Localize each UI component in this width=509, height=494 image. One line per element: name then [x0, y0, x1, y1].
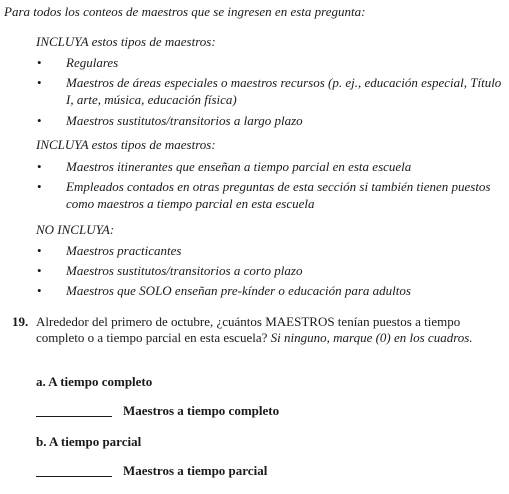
question-text [36, 314, 504, 346]
include-list-1 [36, 54, 506, 129]
include-heading-1: INCLUYA estos tipos de maestros: [36, 34, 216, 49]
include-group-1 [36, 33, 506, 129]
question-stem: Alrededor del primero de octubre, ¿cuántos MAESTROS tenían puestos a tiempo completo o a tiempo parcial en esta escuela? [36, 314, 461, 345]
exclude-heading: NO INCLUYA: [36, 222, 115, 237]
list-item: • Maestros sustitutos/transitorios a corto plazo [37, 263, 303, 278]
include-group-2 [36, 136, 506, 212]
list-item: • Maestros sustitutos/transitorios a largo plazo [37, 113, 303, 128]
full-time-answer-field[interactable] [36, 416, 112, 417]
exclude-group [36, 221, 506, 299]
question-19 [8, 314, 508, 346]
question-number: 19. [12, 314, 29, 329]
list-item: • Empleados contados en otras preguntas de esta sección si también tienen puestos como maestros a tiempo parcial en esta escuela [37, 179, 491, 211]
bullet-icon: • [37, 159, 42, 174]
part-a-label: a. A tiempo completo [36, 374, 153, 389]
bullet-icon: • [37, 263, 42, 278]
list-item: • Maestros itinerantes que enseñan a tiempo parcial en esta escuela [37, 159, 412, 174]
part-b-label: b. A tiempo parcial [36, 434, 142, 449]
list-item: • Maestros practicantes [37, 243, 182, 258]
exclude-list [36, 242, 506, 299]
intro-text: Para todos los conteos de maestros que se ingresen en esta pregunta: [4, 4, 366, 19]
include-heading-2: INCLUYA estos tipos de maestros: [36, 137, 216, 152]
list-item: • Maestros de áreas especiales o maestros recursos (p. ej., educación especial, Título I, arte, música, educación física) [37, 75, 502, 107]
bullet-icon: • [37, 113, 42, 128]
bullet-icon: • [37, 243, 42, 258]
full-time-answer-label: Maestros a tiempo completo [123, 403, 280, 418]
bullet-icon: • [37, 179, 42, 194]
part-time-answer-field[interactable] [36, 476, 112, 477]
part-time-answer-label: Maestros a tiempo parcial [123, 463, 268, 478]
bullet-icon: • [37, 55, 42, 70]
include-list-2 [36, 158, 506, 212]
bullet-icon: • [37, 75, 42, 90]
bullet-icon: • [37, 283, 42, 298]
list-item: • Maestros que SOLO enseñan pre-kínder o educación para adultos [37, 283, 411, 298]
list-item: • Regulares [37, 55, 119, 70]
question-instruction: Si ninguno, marque (0) en los cuadros. [270, 330, 473, 345]
